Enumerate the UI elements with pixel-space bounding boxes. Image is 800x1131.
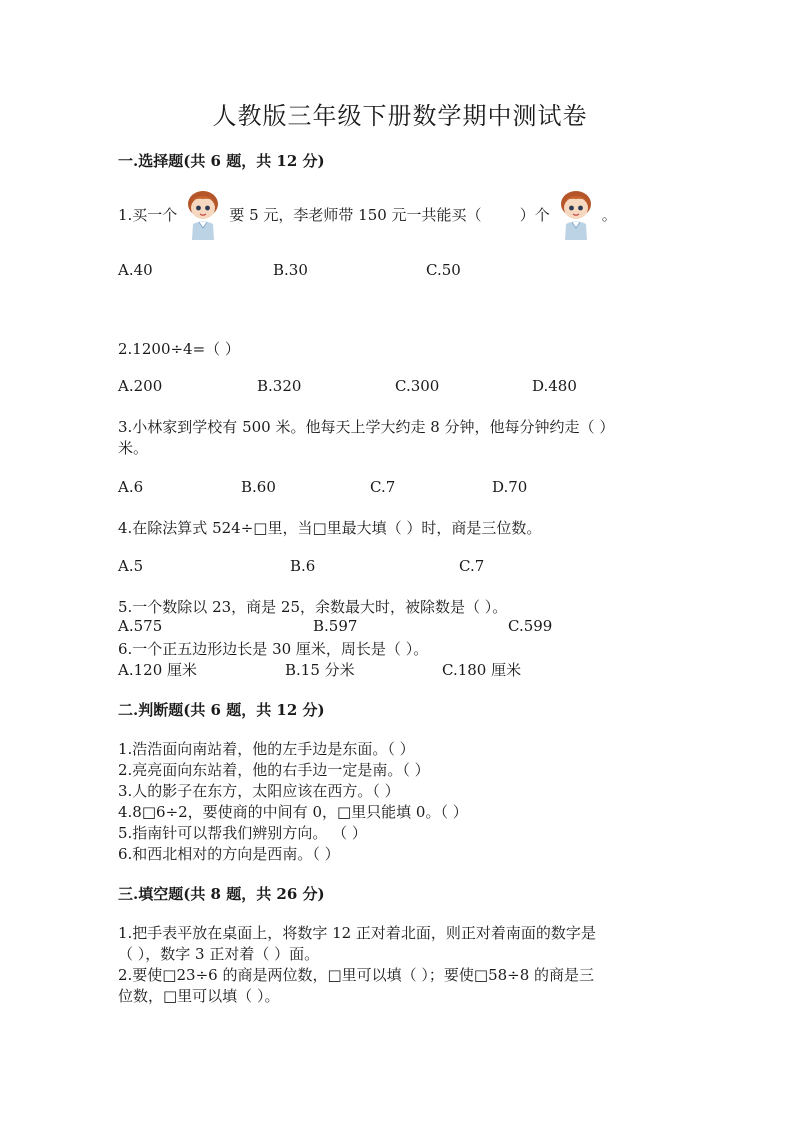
boy-figure-icon <box>554 188 598 240</box>
q3-option-c: C.7 <box>370 478 396 496</box>
q4-option-b: B.6 <box>290 557 316 575</box>
q5-option-a: A.575 <box>118 617 163 635</box>
q3-option-b: B.60 <box>241 478 276 496</box>
question-1 <box>118 188 617 240</box>
fill-item-2-line-1: 2.要使□23÷6 的商是两位数，□里可以填（ ）；要使□58÷8 的商是三 <box>118 966 595 984</box>
question-1-text-c: 。 <box>601 205 617 224</box>
q3-option-d: D.70 <box>492 478 528 496</box>
question-4: 4.在除法算式 524÷□里，当□里最大填（ ）时，商是三位数。 <box>118 519 542 537</box>
section-heading-fill: 三.填空题(共 8 题，共 26 分) <box>118 885 325 903</box>
q2-option-a: A.200 <box>118 377 163 395</box>
fill-item-1-line-1: 1.把手表平放在桌面上，将数字 12 正对着北面，则正对着南面的数字是 <box>118 924 596 942</box>
judge-item-5: 5.指南针可以帮我们辨别方向。 （ ） <box>118 824 367 842</box>
q1-option-b: B.30 <box>273 261 308 279</box>
judge-item-2: 2.亮亮面向东站着，他的右手边一定是南。（ ） <box>118 761 430 779</box>
judge-item-1: 1.浩浩面向南站着，他的左手边是东面。（ ） <box>118 740 415 758</box>
boy-figure-icon <box>181 188 225 240</box>
q5-option-b: B.597 <box>313 617 358 635</box>
question-3-line-1: 3.小林家到学校有 500 米。他每天上学大约走 8 分钟，他每分钟约走（ ） <box>118 418 615 436</box>
judge-item-3: 3.人的影子在东方，太阳应该在西方。（ ） <box>118 782 400 800</box>
question-3-line-2: 米。 <box>118 439 149 457</box>
question-5: 5.一个数除以 23，商是 25，余数最大时，被除数是（ ）。 <box>118 598 508 616</box>
q6-option-a: A.120 厘米 <box>118 661 197 679</box>
q3-option-a: A.6 <box>118 478 144 496</box>
q2-option-d: D.480 <box>532 377 577 395</box>
question-2: 2.1200÷4=（ ） <box>118 340 240 358</box>
q4-option-a: A.5 <box>118 557 144 575</box>
q2-option-b: B.320 <box>257 377 302 395</box>
judge-item-4: 4.8□6÷2，要使商的中间有 0，□里只能填 0。（ ） <box>118 803 468 821</box>
fill-item-1-line-2: （ ），数字 3 正对着（ ）面。 <box>118 945 320 963</box>
fill-item-2-line-2: 位数，□里可以填（ ）。 <box>118 987 280 1005</box>
q6-option-c: C.180 厘米 <box>442 661 522 679</box>
section-heading-choice: 一.选择题(共 6 题，共 12 分) <box>118 152 325 170</box>
question-1-text-b: 要 5 元，李老师带 150 元一共能买（ ）个 <box>229 205 550 224</box>
judge-item-6: 6.和西北相对的方向是西南。（ ） <box>118 845 340 863</box>
q5-option-c: C.599 <box>508 617 553 635</box>
page-title: 人教版三年级下册数学期中测试卷 <box>212 102 588 130</box>
question-1-text-a: 1.买一个 <box>118 205 178 224</box>
section-heading-judge: 二.判断题(共 6 题，共 12 分) <box>118 701 325 719</box>
q1-option-c: C.50 <box>426 261 461 279</box>
q2-option-c: C.300 <box>395 377 440 395</box>
q6-option-b: B.15 分米 <box>285 661 355 679</box>
q4-option-c: C.7 <box>459 557 485 575</box>
question-6: 6.一个正五边形边长是 30 厘米，周长是（ ）。 <box>118 640 429 658</box>
q1-option-a: A.40 <box>118 261 153 279</box>
